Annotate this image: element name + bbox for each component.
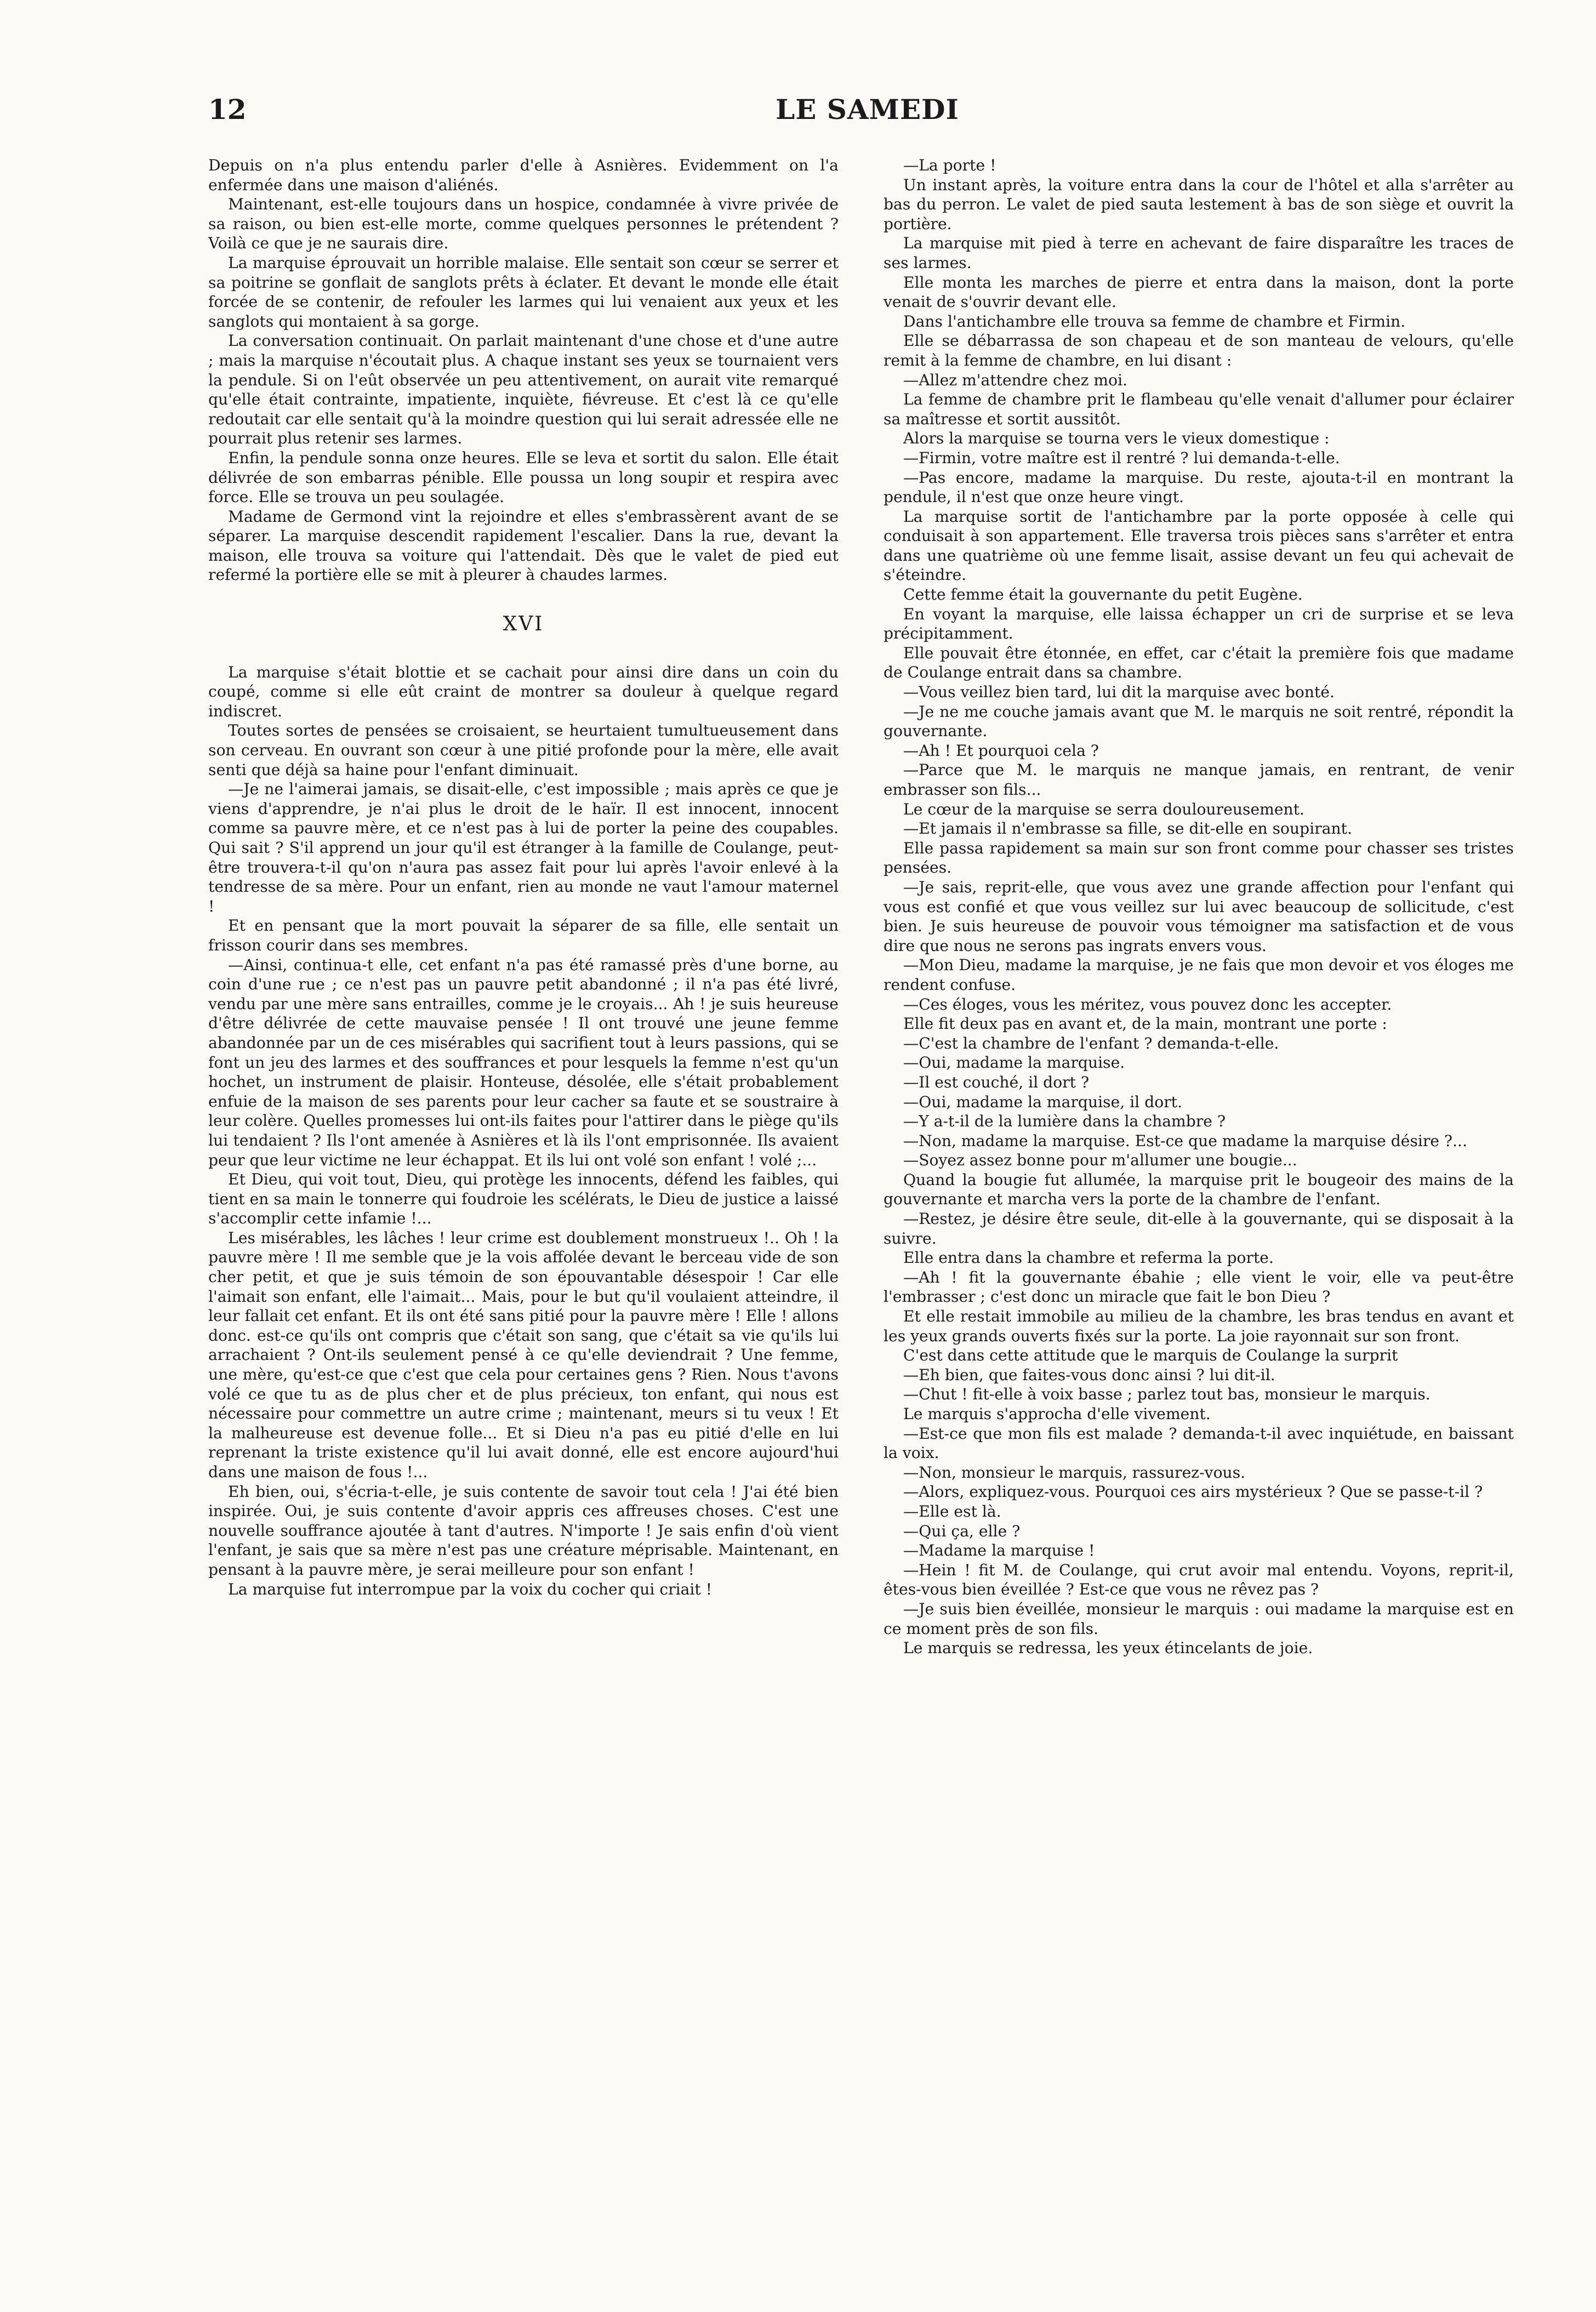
paragraph: —Non, madame la marquise. Est-ce que madame la marquise désire ?... [903,1131,1468,1150]
paragraph: —Madame la marquise ! [903,1541,1095,1560]
paragraph: —Pas encore, madame la marquise. Du reste, ajouta-t-il en montrant la pendule, il n'est que onze heure vingt. [884,468,1514,506]
paragraph: Le marquis se redressa, les yeux étincelants de joie. [903,1639,1313,1658]
paragraph: —Ces éloges, vous les méritez, vous pouvez donc les accepter. [903,995,1392,1013]
left-column-text-after [208,663,839,1599]
paragraph: —Oui, madame la marquise. [903,1054,1125,1072]
running-title: LE SAMEDI [776,93,959,126]
paragraph: Les misérables, les lâches ! leur crime est doublement monstrueux !.. Oh ! la pauvre mère ! Il me semble que je la vois affolée devant le berceau vide de son cher petit, et que je suis témoin de son épouvantable désespoir ! Car elle l'aimait son enfant, elle l'aimait... Mais, pour le but qu'il voulaient atteindre, il leur fallait cet enfant. Et ils ont été sans pitié pour la pauvre mère ! Elle ! allons donc. est-ce qu'ils ont compris que c'était son sang, que c'était sa vie qu'ils lui arrachaient ? Ont-ils seulement pensé à ce qu'elle deviendrait ? Une femme, une mère, qu'est-ce que c'est que cela pour certaines gens ? Rien. Nous t'avons volé ce que tu as de plus cher et de plus précieux, ton enfant, qui nous est nécessaire pour commettre un autre crime ; maintenant, meurs si tu veux ! Et la malheureuse est devenue folle... Et si Dieu n'a pas eu pitié d'elle en lui reprenant la triste existence qu'il lui avait donné, elle est encore aujourd'hui dans une maison de fous !... [208,1228,839,1481]
paragraph: Maintenant, est-elle toujours dans un hospice, condamnée à vivre privée de sa raison, ou bien est-elle morte, comme quelques personnes le prétendent ? Voilà ce que je ne saurais dire. [208,195,839,253]
paragraph: —Il est couché, il dort ? [903,1073,1090,1091]
paragraph: —Parce que M. le marquis ne manque jamais, en rentrant, de venir embrasser son fils... [884,761,1514,799]
paragraph: Et Dieu, qui voit tout, Dieu, qui protège les innocents, défend les faibles, qui tient en sa main le tonnerre qui foudroie les scélérats, le Dieu de justice a laissé s'accomplir cette infamie !... [208,1170,839,1228]
paragraph: —Ah ! fit la gouvernante ébahie ; elle vient le voir, elle va peut-être l'embrasser ; c'est donc un miracle que fait le bon Dieu ? [884,1268,1514,1306]
paragraph: —Y a-t-il de la lumière dans la chambre ? [903,1112,1226,1131]
paragraph: Alors la marquise se tourna vers le vieux domestique : [903,429,1330,448]
paragraph: Elle pouvait être étonnée, en effet, car c'était la première fois que madame de Coulange entrait dans sa chambre. [884,644,1514,682]
paragraph: —Est-ce que mon fils est malade ? demanda-t-il avec inquiétude, en baissant la voix. [884,1424,1514,1462]
left-column-text-before [208,156,839,585]
paragraph: —Ah ! Et pourquoi cela ? [903,741,1099,760]
paragraph: —Vous veillez bien tard, lui dit la marquise avec bonté. [903,683,1335,702]
paragraph: Elle passa rapidement sa main sur son front comme pour chasser ses tristes pensées. [884,839,1514,877]
paragraph: —Oui, madame la marquise, il dort. [903,1092,1182,1111]
paragraph: La femme de chambre prit le flambeau qu'elle venait d'allumer pour éclairer sa maîtresse et sortit aussitôt. [884,390,1514,428]
paragraph: Un instant après, la voiture entra dans la cour de l'hôtel et alla s'arrêter au bas du perron. Le valet de pied sauta lestement à bas de son siège et ouvrit la portière. [884,175,1514,233]
paragraph: —Firmin, votre maître est il rentré ? lui demanda-t-elle. [903,448,1340,467]
left-column [208,156,839,2282]
paragraph: Elle monta les marches de pierre et entra dans la maison, dont la porte venait de s'ouvrir devant elle. [884,273,1514,311]
paragraph: —Restez, je désire être seule, dit-elle à la gouvernante, qui se disposait à la suivre. [884,1210,1514,1248]
paragraph: —La porte ! [903,156,996,174]
paragraph: La marquise sortit de l'antichambre par la porte opposée à celle qui conduisait à son appartement. Elle traversa trois pièces sans s'arrêter et entra dans une quatrième où une femme lisait, assise devant un feu qui achevait de s'éteindre. [884,507,1514,584]
paragraph: Le cœur de la marquise se serra douloureusement. [903,800,1304,818]
paragraph: —Eh bien, que faites-vous donc ainsi ? lui dit-il. [903,1365,1275,1384]
paragraph: Toutes sortes de pensées se croisaient, se heurtaient tumultueusement dans son cerveau. En ouvrant son cœur à une pitié profonde pour la mère, elle avait senti que déjà sa haine pour l'enfant diminuait. [208,721,839,779]
page-header [208,93,1526,132]
paragraph: —Qui ça, elle ? [903,1522,1021,1540]
paragraph: Dans l'antichambre elle trouva sa femme de chambre et Firmin. [903,312,1406,331]
paragraph: —Je ne l'aimerai jamais, se disait-elle, c'est impossible ; mais après ce que je viens d'apprendre, je n'ai plus le droit de le haïr. Il est innocent, innocent comme sa pauvre mère, et ce n'est pas à lui de porter la peine des coupables. Qui sait ? S'il apprend un jour qu'il est étranger à la famille de Coulange, peut-être trouvera-t-il qu'on n'aura pas assez fait pour lui après l'avoir enlevé à la tendresse de sa mère. Pour un enfant, rien au monde ne vaut l'amour maternel ! [208,780,839,915]
paragraph: —Non, monsieur le marquis, rassurez-vous. [903,1463,1246,1482]
paragraph: —Allez m'attendre chez moi. [903,371,1128,389]
right-column [884,156,1514,2282]
paragraph: Elle fit deux pas en avant et, de la main, montrant une porte : [903,1015,1387,1033]
paragraph: —Mon Dieu, madame la marquise, je ne fais que mon devoir et vos éloges me rendent confuse. [884,956,1514,994]
paragraph: —Elle est là. [903,1502,1001,1521]
chapter-heading: XVI [503,613,544,636]
right-column-text [884,156,1514,1658]
paragraph: —Je sais, reprit-elle, que vous avez une grande affection pour l'enfant qui vous est confié et que vous veillez sur lui avec beaucoup de sollicitude, c'est bien. Je suis heureuse de pouvoir vous témoigner ma satisfaction et de vous dire que nous ne serons pas ingrats envers vous. [884,878,1514,955]
paragraph: Le marquis s'approcha d'elle vivement. [903,1405,1211,1423]
paragraph: Eh bien, oui, s'écria-t-elle, je suis contente de savoir tout cela ! J'ai été bien inspirée. Oui, je suis contente d'avoir appris ces affreuses choses. C'est une nouvelle souffrance ajoutée à tant d'autres. N'importe ! Je sais enfin d'où vient l'enfant, je sais que sa mère n'est pas une créature méprisable. Maintenant, en pensant à la pauvre mère, je serai meilleure pour son enfant ! [208,1482,839,1579]
paragraph: —Ainsi, continua-t elle, cet enfant n'a pas été ramassé près d'une borne, au coin d'une rue ; ce n'est pas un pauvre petit abandonné ; il n'a pas été livré, vendu par une mère sans entrailles, comme je le croyais... Ah ! je suis heureuse d'être délivrée de cette mauvaise pensée ! Il ont trouvé une jeune femme abandonnée par un de ces misérables qui sacrifient tout à leurs passions, qui se font un jeu des larmes et des souffrances et pour lesquels la femme n'est qu'un hochet, un instrument de plaisir. Honteuse, désolée, elle s'était probablement enfuie de la maison de ses parents pour leur cacher sa faute et se soustraire à leur colère. Quelles promesses lui ont-ils faites pour l'attirer dans le piège qu'ils lui tendaient ? Ils l'ont amenée à Asnières et là ils l'ont emprisonnée. Ils avaient peur que leur victime ne leur échappat. Et ils lui ont volé son enfant ! volé ;... [208,955,839,1169]
paragraph: —Alors, expliquez-vous. Pourquoi ces airs mystérieux ? Que se passe-t-il ? [903,1483,1483,1501]
paragraph: —Chut ! fit-elle à voix basse ; parlez tout bas, monsieur le marquis. [903,1385,1430,1404]
paragraph: En voyant la marquise, elle laissa échapper un cri de surprise et se leva précipitamment. [884,605,1514,643]
paragraph: Quand la bougie fut allumée, la marquise prit le bougeoir des mains de la gouvernante et marcha vers la porte de la chambre de l'enfant. [884,1170,1514,1209]
paragraph: Madame de Germond vint la rejoindre et elles s'embrassèrent avant de se séparer. La marquise descendit rapidement l'escalier. Dans la rue, devant la maison, elle trouva sa voiture qui l'attendait. Dès que le valet de pied eut refermé la portière elle se mit à pleurer à chaudes larmes. [208,507,839,584]
paragraph: —Soyez assez bonne pour m'allumer une bougie... [903,1151,1297,1170]
paragraph: —Hein ! fit M. de Coulange, qui crut avoir mal entendu. Voyons, reprit-il, êtes-vous bien éveillée ? Est-ce que vous ne rêvez pas ? [884,1561,1514,1599]
paragraph: —Je ne me couche jamais avant que M. le marquis ne soit rentré, répondit la gouvernante. [884,702,1514,741]
paragraph: La marquise s'était blottie et se cachait pour ainsi dire dans un coin du coupé, comme si elle eût craint de montrer sa douleur à quelque regard indiscret. [208,663,839,720]
paragraph: Et en pensant que la mort pouvait la séparer de sa fille, elle sentait un frisson courir dans ses membres. [208,916,839,954]
paragraph: La marquise mit pied à terre en achevant de faire disparaître les traces de ses larmes. [884,234,1514,272]
paragraph: —Et jamais il n'embrasse sa fille, se dit-elle en soupirant. [903,819,1352,838]
paragraph: La marquise fut interrompue par la voix du cocher qui criait ! [228,1580,713,1598]
paragraph: C'est dans cette attitude que le marquis de Coulange la surprit [903,1346,1398,1365]
paragraph: Enfin, la pendule sonna onze heures. Elle se leva et sortit du salon. Elle était délivrée de son embarras pénible. Elle poussa un long soupir et respira avec force. Elle se trouva un peu soulagée. [208,448,839,506]
page-number: 12 [208,93,247,126]
paragraph: —C'est la chambre de l'enfant ? demanda-t-elle. [903,1034,1279,1052]
paragraph: Et elle restait immobile au milieu de la chambre, les bras tendus en avant et les yeux grands ouverts fixés sur la porte. La joie rayonnait sur son front. [884,1307,1514,1345]
paragraph: Elle se débarrassa de son chapeau et de son manteau de velours, qu'elle remit à la femme de chambre, en lui disant : [884,332,1514,369]
paragraph: La marquise éprouvait un horrible malaise. Elle sentait son cœur se serrer et sa poitrine se gonflait de sanglots prêts à éclater. Et devant le monde elle était forcée de se contenir, de refouler les larmes qui lui venaient aux yeux et les sanglots qui montaient à sa gorge. [208,253,839,331]
paragraph: —Je suis bien éveillée, monsieur le marquis : oui madame la marquise est en ce moment près de son fils. [884,1599,1514,1638]
paragraph: Depuis on n'a plus entendu parler d'elle à Asnières. Evidemment on l'a enfermée dans une maison d'aliénés. [208,156,839,194]
paragraph: Elle entra dans la chambre et referma la porte. [903,1249,1274,1267]
paragraph: Cette femme était la gouvernante du petit Eugène. [903,585,1303,604]
paragraph: La conversation continuait. On parlait maintenant d'une chose et d'une autre ; mais la marquise n'écoutait plus. A chaque instant ses yeux se tournaient vers la pendule. Si on l'eût observée un peu attentivement, on aurait vite remarqué qu'elle était contrainte, impatiente, inquiète, fiévreuse. Et c'est là ce qu'elle redoutait car elle sentait qu'à la moindre question qui lui serait adressée elle ne pourrait plus retenir ses larmes. [208,332,839,448]
